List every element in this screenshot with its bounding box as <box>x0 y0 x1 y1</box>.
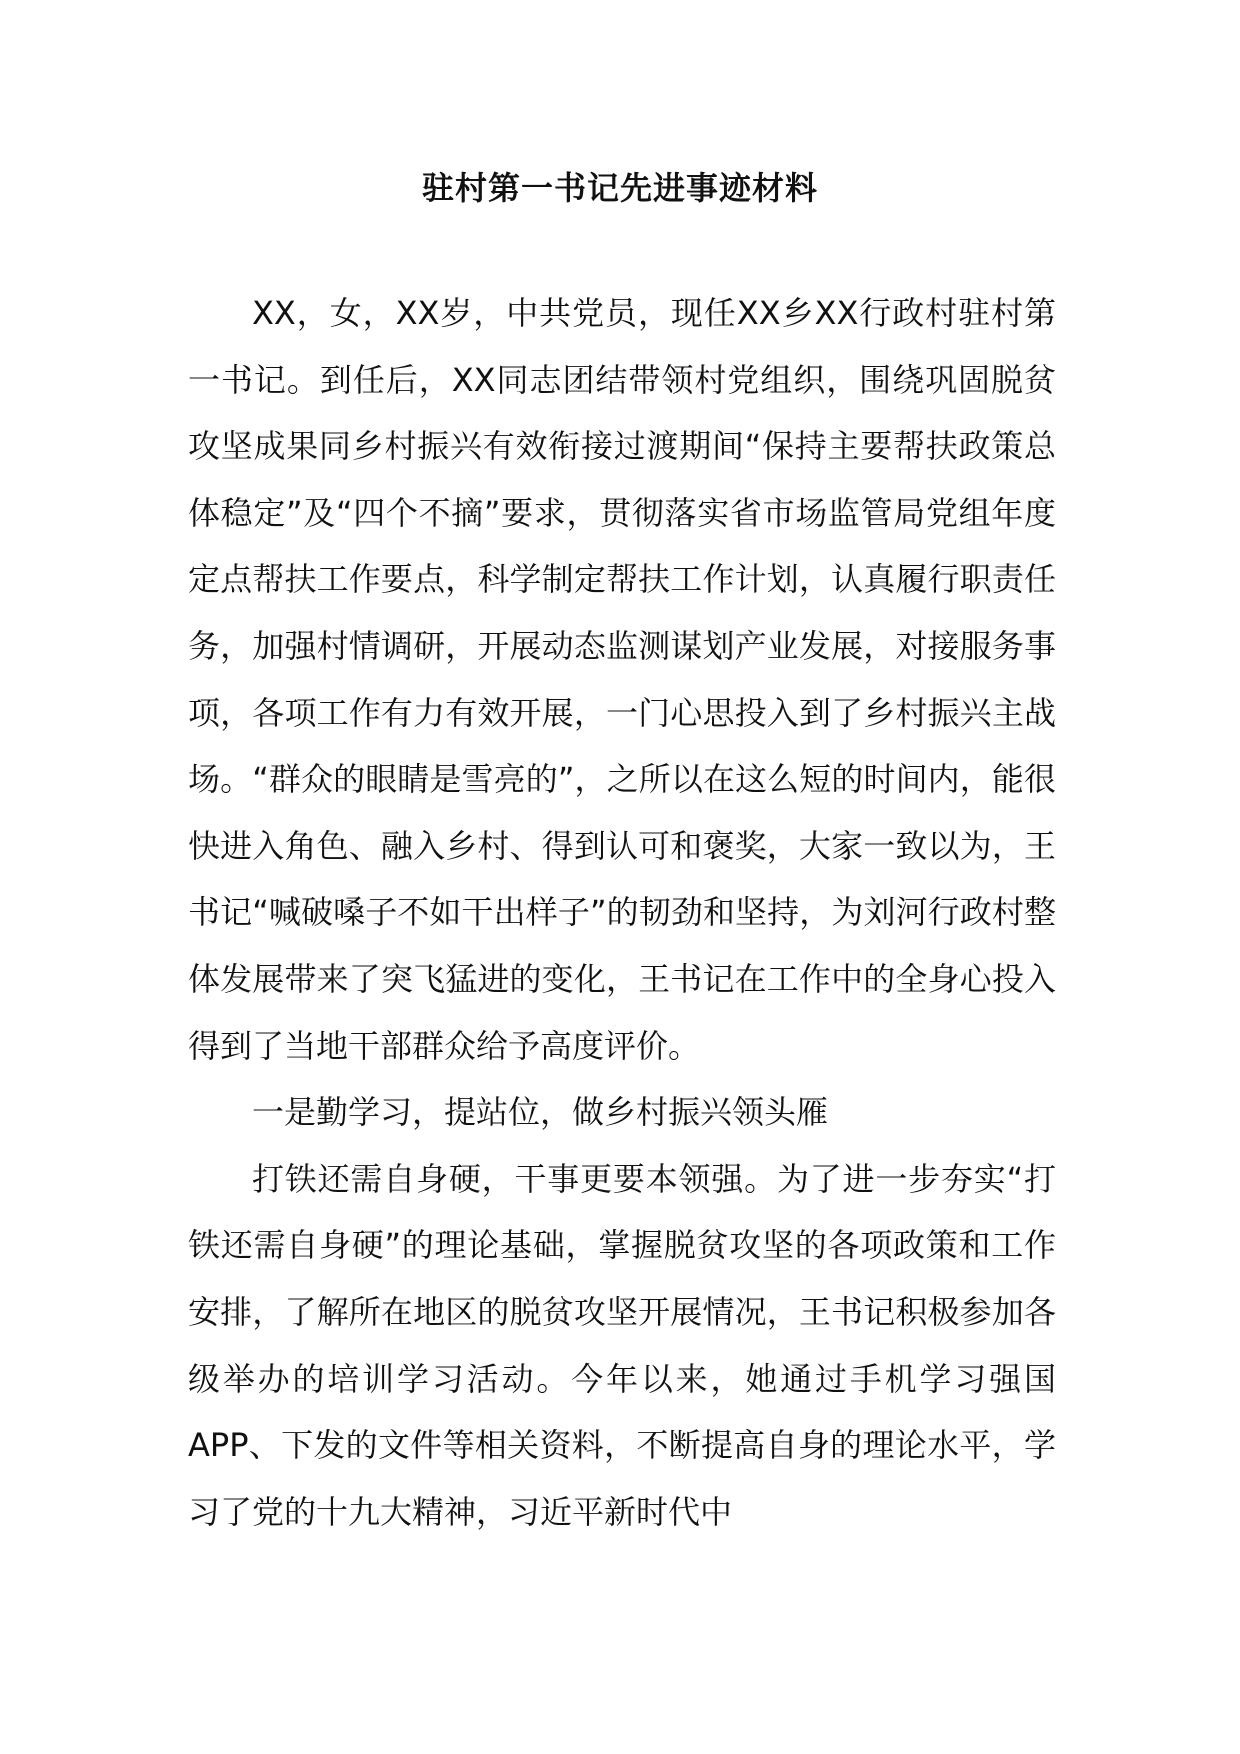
paragraph-section-1: 打铁还需自身硬，干事更要本领强。为了进一步夯实“打铁还需自身硬”的理论基础，掌握脱贫攻坚的各项政策和工作安排，了解所在地区的脱贫攻坚开展情况，王书记积极参加各级举办的培训学习活动。今年以来，她通过手机学习强国APP、下发的文件等相关资料，不断提高自身的理论水平，学习了党的十九大精神，习近平新时代中 <box>188 1159 1056 1531</box>
paragraph-intro: XX，女，XX岁，中共党员，现任XX乡XX行政村驻村第一书记。到任后，XX同志团结带领村党组织，围绕巩固脱贫攻坚成果同乡村振兴有效衔接过渡期间“保持主要帮扶政策总体稳定”及“四个不摘”要求，贯彻落实省市场监管局党组年度定点帮扶工作要点，科学制定帮扶工作计划，认真履行职责任务，加强村情调研，开展动态监测谋划产业发展，对接服务事项，各项工作有力有效开展，一门心思投入到了乡村振兴主战场。“群众的眼睛是雪亮的”，之所以在这么短的时间内，能很快进入角色、融入乡村、得到认可和褒奖，大家一致以为，王书记“喊破嗓子不如干出样子”的韧劲和坚持，为刘河行政村整体发展带来了突飞猛进的变化，王书记在工作中的全身心投入得到了当地干部群众给予高度评价。 <box>188 294 1056 1065</box>
document-body <box>188 280 1056 1545</box>
section-heading-1: 一是勤学习，提站位，做乡村振兴领头雁 <box>252 1093 829 1132</box>
document-title: 驻村第一书记先进事迹材料 <box>421 169 818 207</box>
